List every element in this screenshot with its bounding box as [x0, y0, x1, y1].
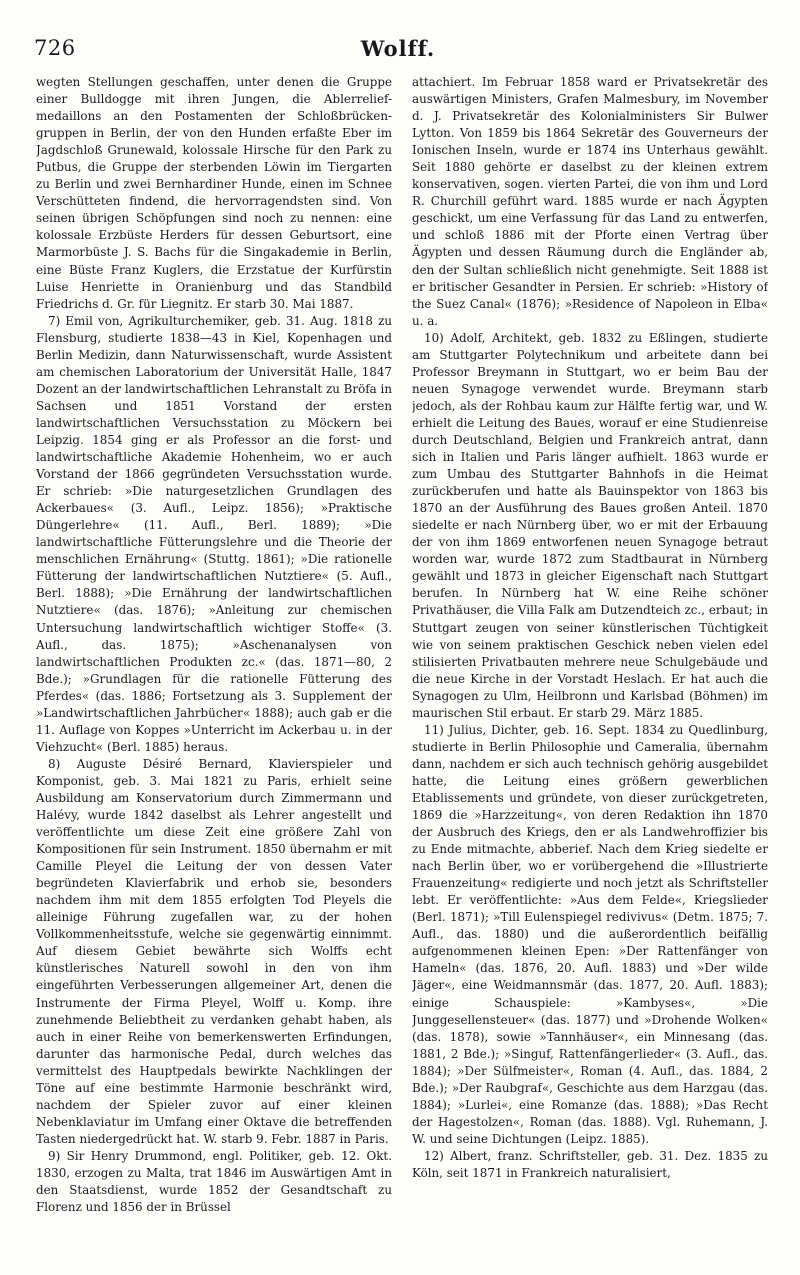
- entry-12-albert: 12) Albert, franz. Schriftsteller, geb. 31. Dez. 1835 zu Köln, seit 1871 in Frankreich naturalisiert,: [412, 1148, 768, 1180]
- entry-9-henry: 9) Sir Henry Drummond, engl. Politiker, geb. 12. Okt. 1830, erzogen zu Malta, trat 1846 im Auswärtigen Amt in den Staatsdienst, wurde 1852 der Gesandtschaft zu Florenz und 1856 der in Brüssel: [36, 1148, 392, 1215]
- entry-continuation: attachiert. Im Februar 1858 ward er Privatsekretär des auswärtigen Ministers, Grafen Malmesbury, im November d. J. Privatsekretär des Kolonialministers Sir Bulwer Lytton. Von 1859 bis 1864 Sekretär des Gouverneurs der Ionischen Inseln, wurde er 1874 ins Unterhaus gewählt. Seit 1880 gehörte er daselbst zu der kleinen extrem konservativen, sogen. vierten Partei, die von ihm und Lord R. Churchill geführt ward. 1885 wurde er nach Ägypten geschickt, um eine Verfassung für das Land zu entwerfen, und schloß 1886 mit der Pforte einen Vertrag über Ägypten und dessen Räumung durch die Engländer ab, den der Sultan schließlich nicht genehmigte. Seit 1888 ist er britischer Gesandter in Persien. Er schrieb: »History of the Suez Canal« (1876); »Residence of Napoleon in Elba« u. a.: [412, 75, 768, 328]
- entry-10-adolf: 10) Adolf, Architekt, geb. 1832 zu Eßlingen, studierte am Stuttgarter Polytechnikum und arbeitete dann bei Professor Breymann in Stuttgart, wo er beim Bau der neuen Synagoge verwendet wurde. Breymann starb jedoch, als der Rohbau kaum zur Hälfte fertig war, und W. erhielt die Leitung des Baues, worauf er eine Studienreise durch Deutschland, Belgien und Frankreich antrat, dann sich in Italien und Paris länger aufhielt. 1863 wurde er zum Umbau des Stuttgarter Bahnhofs in die Heimat zurückberufen und hatte als Bauinspektor von 1863 bis 1870 an der Ausführung des Baues großen Anteil. 1870 siedelte er nach Nürnberg über, wo er mit der Erbauung der von ihm 1869 entworfenen neuen Synagoge betraut worden war, wurde 1872 zum Stadtbaurat in Nürnberg gewählt und 1873 in gleicher Eigenschaft nach Stuttgart berufen. In Nürnberg hat W. eine Reihe schöner Privathäuser, die Villa Falk am Dutzendteich zc., erbaut; in Stuttgart zeugen von seiner künstlerischen Tüchtigkeit wie von seinem praktischen Geschick neben vielen edel stilisierten Privatbauten mehrere neue Schulgebäude und die neue Kirche in der Vorstadt Heslach. Er hat auch die Synagogen zu Ulm, Heilbronn und Karlsbad (Böhmen) im maurischen Stil erbaut. Er starb 29. März 1885.: [412, 330, 768, 720]
- entry-8-auguste: 8) Auguste Désiré Bernard, Klavierspieler und Komponist, geb. 3. Mai 1821 zu Paris, erhielt seine Ausbildung am Konservatorium durch Zimmermann und Halévy, wurde 1842 daselbst als Lehrer angestellt und veröffentlichte um diese Zeit eine größere Zahl von Kompositionen für sein Instrument. 1850 übernahm er mit Camille Pleyel die Leitung der von dessen Vater begründeten Klavierfabrik und erhob sie, besonders nachdem ihm mit dem 1855 erfolgten Tod Pleyels die alleinige Führung zugefallen war, zu der hohen Vollkommenheitsstufe, welche sie gegenwärtig einnimmt. Auf diesem Gebiet bewährte sich Wolffs echt künstlerisches Naturell sowohl in den von ihm eingeführten Verbesserungen allgemeiner Art, denen die Instrumente der Firma Pleyel, Wolff u. Komp. ihre zunehmende Beliebtheit zu verdanken gehabt haben, als auch in einer Reihe von bemerkenswerten Erfindungen, darunter das harmonische Pedal, durch welches das vermittelst des Hauptpedals bewirkte Nachklingen der Töne auf eine bestimmte Harmonie beschränkt wird, nachdem der Spieler zuvor auf einer kleinen Nebenklaviatur im Umfang einer Oktave die betreffenden Tasten niedergedrückt hat. W. starb 9. Febr. 1887 in Paris.: [36, 756, 392, 1146]
- page-number: 726: [34, 36, 76, 60]
- entry-7-emil: 7) Emil von, Agrikulturchemiker, geb. 31. Aug. 1818 zu Flensburg, studierte 1838—43 in Kiel, Kopenhagen und Berlin Medizin, dann Naturwissenschaft, wurde Assistent am chemischen Laboratorium der Universität Halle, 1847 Dozent an der landwirtschaftlichen Lehranstalt zu Bröfa in Sachsen und 1851 Vorstand der ersten landwirtschaftlichen Versuchsstation zu Möckern bei Leipzig. 1854 ging er als Professor an die forst- und landwirtschaftliche Akademie Hohenheim, wo er auch Vorstand der 1866 gegründeten Versuchsstation wurde. Er schrieb: »Die naturgesetzlichen Grundlagen des Ackerbaues« (3. Aufl., Leipz. 1856); »Praktische Düngerlehre« (11. Aufl., Berl. 1889); »Die landwirtschaftliche Fütterungslehre und die Theorie der menschlichen Ernährung« (Stuttg. 1861); »Die rationelle Fütterung der landwirtschaftlichen Nutztiere« (5. Aufl., Berl. 1888); »Die Ernährung der landwirtschaftlichen Nutztiere« (das. 1876); »Anleitung zur chemischen Untersuchung landwirtschaftlich wichtiger Stoffe« (3. Aufl., das. 1875); »Aschenanalysen von landwirtschaftlichen Produkten zc.« (das. 1871—80, 2 Bde.); »Grundlagen für die rationelle Fütterung des Pferdes« (das. 1886; Fortsetzung als 3. Supplement der »Landwirtschaftlichen Jahrbücher« 1888); auch gab er die 11. Auflage von Koppes »Unterricht im Ackerbau u. in der Viehzucht« (Berl. 1885) heraus.: [36, 313, 392, 754]
- entry-continuation: wegten Stellungen geschaffen, unter denen die Gruppe einer Bulldogge mit ihren Jungen, die Ablerrelief-medaillons an den Postamenten der Schloßbrücken-gruppen in Berlin, der von den Hunden erfaßte Eber im Jagdschloß Grunewald, kolossale Hirsche für den Park zu Putbus, die Gruppe der sterbenden Löwin im Tiergarten zu Berlin und zwei Bernhardiner Hunde, einen im Schnee Verschütteten findend, die hervorragendsten sind. Von seinen übrigen Schöpfungen sind noch zu nennen: eine kolossale Erzbüste Herders für dessen Geburtsort, eine Marmorbüste J. S. Bachs für die Singakademie in Berlin, eine Büste Franz Kuglers, die Erzstatue der Kurfürstin Luise Henriette in Oranienburg und das Standbild Friedrichs d. Gr. für Liegnitz. Er starb 30. Mai 1887.: [36, 75, 392, 311]
- entry-11-julius: 11) Julius, Dichter, geb. 16. Sept. 1834 zu Quedlinburg, studierte in Berlin Philosophie und Cameralia, übernahm dann, nachdem er sich auch technisch gehörig ausgebildet hatte, die Leitung eines größern gewerblichen Etablissements und gründete, von dieser zurückgetreten, 1869 die »Harzzeitung«, von deren Redaktion ihn 1870 der Ausbruch des Kriegs, den er als Landwehroffizier bis zu Ende mitmachte, abberief. Nach dem Krieg siedelte er nach Berlin über, wo er vorübergehend die »Illustrierte Frauenzeitung« redigierte und noch jetzt als Schriftsteller lebt. Er veröffentlichte: »Aus dem Felde«, Kriegslieder (Berl. 1871); »Till Eulenspiegel redivivus« (Detm. 1875; 7. Aufl., das. 1880) und die außerordentlich beifällig aufgenommenen kleinen Epen: »Der Rattenfänger von Hameln« (das. 1876, 20. Aufl. 1883) und »Der wilde Jäger«, eine Weidmannsmär (das. 1877, 20. Aufl. 1883); einige Schauspiele: »Kambyses«, »Die Junggesellensteuer« (das. 1877) und »Drohende Wolken« (das. 1878), sowie »Tannhäuser«, ein Minnesang (das. 1881, 2 Bde.); »Singuf, Rattenfängerlieder« (3. Aufl., das. 1884); »Der Sülfmeister«, Roman (4. Aufl., das. 1884, 2 Bde.); »Der Raubgraf«, Geschichte aus dem Harzgau (das. 1884); »Lurlei«, eine Romanze (das. 1888); »Das Recht der Hagestolzen«, Roman (das. 1888). Vgl. Ruhemann, J. W. und seine Dichtungen (Leipz. 1885).: [412, 722, 768, 1146]
- page-header: [34, 36, 762, 66]
- right-column: [412, 74, 768, 1262]
- left-column: [36, 74, 392, 1262]
- running-head: Wolff.: [360, 36, 436, 61]
